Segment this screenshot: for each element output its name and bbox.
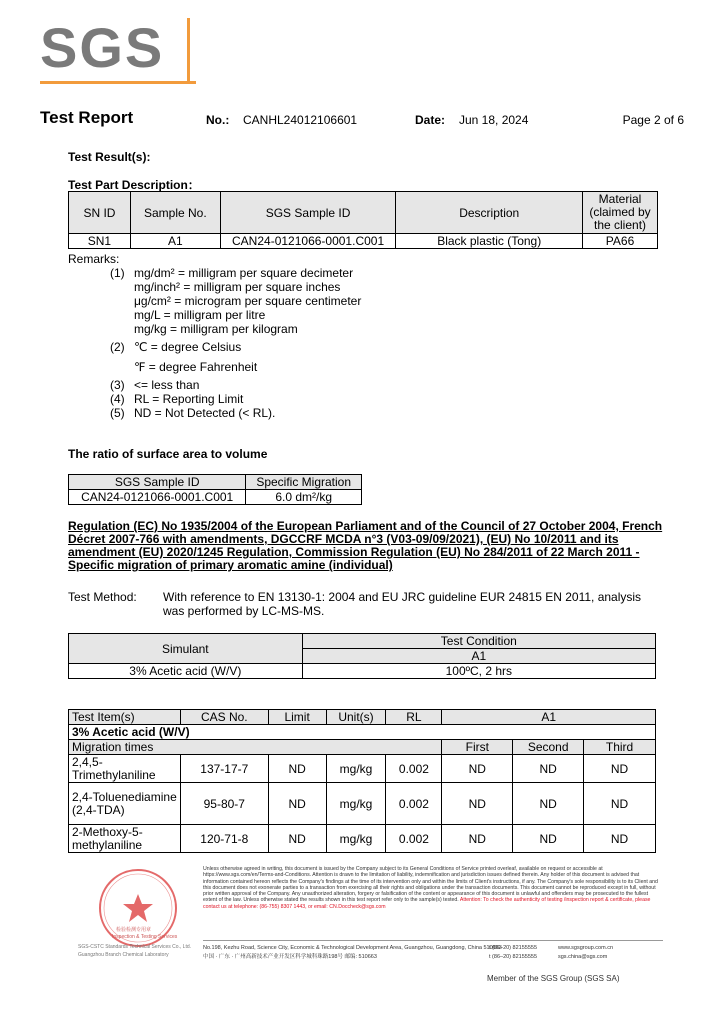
- remark-number: (4): [110, 392, 125, 406]
- cell-second: ND: [513, 825, 584, 853]
- cell-limit: ND: [268, 755, 326, 783]
- table-header-row: [69, 192, 658, 234]
- official-stamp: [78, 864, 202, 964]
- report-header: [40, 108, 684, 130]
- migration-times-label: Migration times: [69, 740, 442, 755]
- col-specific-migration: Specific Migration: [246, 475, 362, 490]
- footer-phone: [489, 944, 537, 962]
- remark-text: mg/dm² = milligram per square decimeter: [134, 266, 354, 280]
- remark-1: [68, 266, 354, 280]
- stamp-company: SGS-CSTC Standards Technical Services Co., Ltd.: [78, 944, 192, 950]
- stamp-cn: 检验检测专用章: [116, 927, 152, 933]
- test-method-text: With reference to EN 13130-1: 2004 and EU JRC guideline EUR 24815 EN 2011, analysis was performed by LC-MS-MS.: [163, 590, 642, 618]
- footer-divider: [203, 940, 663, 941]
- remark-2: [68, 340, 242, 354]
- cell-rl: 0.002: [386, 783, 442, 825]
- col-test-condition: Test Condition: [302, 634, 655, 649]
- remark-number: (5): [110, 406, 125, 420]
- report-title: Test Report: [40, 108, 134, 127]
- table-row: [69, 783, 656, 825]
- cell-cas-no: 120-71-8: [180, 825, 268, 853]
- report-date-value: Jun 18, 2024: [459, 113, 529, 127]
- ratio-heading: The ratio of surface area to volume: [68, 447, 268, 461]
- remark-1-line: [68, 322, 298, 336]
- col-material: Material (claimed by the client): [583, 192, 658, 234]
- page-number: Page 2 of 6: [622, 113, 684, 127]
- table-row: [69, 490, 362, 505]
- simulant-group: 3% Acetic acid (W/V): [69, 725, 656, 740]
- col-description: Description: [396, 192, 583, 234]
- part-description-table: [68, 191, 658, 249]
- website: www.sgsgroup.com.cn: [558, 945, 614, 951]
- col-sgs-sample-id: SGS Sample ID: [69, 475, 246, 490]
- cell-material: PA66: [583, 234, 658, 249]
- col-sample: A1: [442, 710, 656, 725]
- address-en: No.198, Kezhu Road, Science City, Economic & Technological Development Area, Guangzhou, Guangdong, China 510663: [203, 945, 502, 951]
- table-header-row: [69, 475, 362, 490]
- report-no-value: CANHL24012106601: [243, 113, 358, 127]
- col-rl: RL: [386, 710, 442, 725]
- phone-2: t (86–20) 82155555: [489, 954, 538, 960]
- col-second: Second: [513, 740, 584, 755]
- cell-sample-no: A1: [130, 234, 220, 249]
- remark-1-line: [68, 294, 362, 308]
- cell-first: ND: [442, 755, 513, 783]
- remark-number: (2): [110, 340, 125, 354]
- cell-first: ND: [442, 783, 513, 825]
- cell-limit: ND: [268, 783, 326, 825]
- table-row: [69, 664, 656, 679]
- remark-5: [68, 406, 276, 420]
- part-description-heading: Test Part Description：: [68, 178, 200, 192]
- ratio-table: [68, 474, 362, 505]
- cell-specific-migration: 6.0 dm²/kg: [246, 490, 362, 505]
- cell-cas-no: 95-80-7: [180, 783, 268, 825]
- table-header-row: [69, 710, 656, 725]
- cell-unit: mg/kg: [326, 825, 386, 853]
- remark-number: (3): [110, 378, 125, 392]
- email: sgs.china@sgs.com: [558, 954, 608, 960]
- remark-text: ND = Not Detected (< RL).: [134, 406, 276, 420]
- table-row: [69, 755, 656, 783]
- cell-limit: ND: [268, 825, 326, 853]
- col-simulant: Simulant: [69, 634, 303, 664]
- remark-2-line: [68, 360, 258, 374]
- col-limit: Limit: [268, 710, 326, 725]
- address-cn: 中国 · 广东 · 广州高新技术产业开发区科学城科珠路198号 邮编: 510663: [203, 954, 377, 960]
- cell-sn-id: SN1: [69, 234, 131, 249]
- col-sample-no: Sample No.: [130, 192, 220, 234]
- results-table: [68, 709, 656, 853]
- cell-sgs-sample-id: CAN24-0121066-0001.C001: [220, 234, 396, 249]
- footer-address: [203, 944, 502, 962]
- cell-description: Black plastic (Tong): [396, 234, 583, 249]
- cell-sgs-sample-id: CAN24-0121066-0001.C001: [69, 490, 246, 505]
- cell-test-item: 2,4,5-Trimethylaniline: [69, 755, 181, 783]
- col-sn-id: SN ID: [69, 192, 131, 234]
- stamp-en: Inspection & Testing Services: [112, 934, 178, 940]
- remark-3: [68, 378, 200, 392]
- table-header-row: [69, 634, 656, 649]
- footer-disclaimer: [203, 866, 663, 910]
- test-method-label: Test Method:: [68, 590, 137, 604]
- col-test-item: Test Item(s): [69, 710, 181, 725]
- remarks: [68, 252, 362, 420]
- table-row: [69, 234, 658, 249]
- footer-web: [558, 944, 613, 962]
- cell-rl: 0.002: [386, 825, 442, 853]
- col-sgs-sample-id: SGS Sample ID: [220, 192, 396, 234]
- col-sample: A1: [302, 649, 655, 664]
- col-third: Third: [584, 740, 656, 755]
- group-row: [69, 725, 656, 740]
- remark-text: mg/L = milligram per litre: [134, 308, 266, 322]
- report-date-label: Date:: [415, 113, 446, 127]
- cell-second: ND: [513, 783, 584, 825]
- test-results-heading: Test Result(s):: [68, 150, 151, 164]
- cell-third: ND: [584, 783, 656, 825]
- report-no-label: No.:: [206, 113, 230, 127]
- phone-1: t (86–20) 82155555: [489, 945, 538, 951]
- cell-first: ND: [442, 825, 513, 853]
- cell-condition: 100ºC, 2 hrs: [302, 664, 655, 679]
- remark-text: mg/inch² = milligram per square inches: [134, 280, 341, 294]
- cell-test-item: 2,4-Toluenediamine(2,4-TDA): [69, 783, 181, 825]
- remark-1-line: [68, 308, 266, 322]
- remark-text: RL = Reporting Limit: [134, 392, 244, 406]
- cell-rl: 0.002: [386, 755, 442, 783]
- cell-third: ND: [584, 825, 656, 853]
- remark-text: ℃ = degree Celsius: [134, 340, 242, 354]
- logo-rule-horizontal: [40, 81, 196, 84]
- cell-test-item: 2-Methoxy-5-methylaniline: [69, 825, 181, 853]
- cell-simulant: 3% Acetic acid (W/V): [69, 664, 303, 679]
- disclaimer-text: Unless otherwise agreed in writing, this document is issued by the Company subject to its General Conditions of Service printed overleaf, available on request or accessible at https://www.sgs.com/en/Terms-and-Conditions. Attention is drawn to the limitation of liability, indemnification and jurisdiction issues defined therein. Any holder of this document is advised that information contained hereon reflects the Company's findings at the time of its intervention only and within the limits of Client's instructions, if any. The Company's sole responsibility is to its Client and this document does not exonerate parties to a transaction from exercising all their rights and obligations under the transaction documents. This document cannot be reproduced except in full, without prior written approval of the Company. Any unauthorized alteration, forgery or falsification of the content or appearance of this document is unlawful and offenders may be prosecuted to the fullest extent of the law. Unless otherwise stated the results shown in this test report refer only to the sample(s) tested.: [203, 866, 658, 904]
- logo-text: SGS: [40, 16, 165, 79]
- sgs-logo: [40, 18, 196, 88]
- cell-third: ND: [584, 755, 656, 783]
- cell-unit: mg/kg: [326, 783, 386, 825]
- remark-text: ℉ = degree Fahrenheit: [134, 360, 258, 374]
- cell-unit: mg/kg: [326, 755, 386, 783]
- remark-text: mg/kg = milligram per kilogram: [134, 322, 298, 336]
- logo-rule-vertical: [187, 18, 190, 84]
- col-cas-no: CAS No.: [180, 710, 268, 725]
- cell-second: ND: [513, 755, 584, 783]
- remarks-heading: Remarks:: [68, 252, 120, 266]
- cell-cas-no: 137-17-7: [180, 755, 268, 783]
- col-unit: Unit(s): [326, 710, 386, 725]
- remark-number: (1): [110, 266, 125, 280]
- test-condition-table: [68, 633, 656, 679]
- member-line: Member of the SGS Group (SGS SA): [487, 974, 620, 983]
- attention-text: Attention: To check the authenticity of testing /inspection report & certificate, please contact us at telephone: (86-755) 8307 1443, or email: CN.Doccheck@sgs.com: [203, 897, 651, 910]
- remark-text: μg/cm² = microgram per square centimeter: [134, 294, 362, 308]
- remark-text: <= less than: [134, 378, 200, 392]
- remark-1-line: [68, 280, 341, 294]
- table-row: [69, 825, 656, 853]
- migration-times-row: [69, 740, 656, 755]
- stamp-branch: Guangzhou Branch Chemical Laboratory: [78, 952, 169, 958]
- remark-4: [68, 392, 244, 406]
- regulation-heading: Regulation (EC) No 1935/2004 of the European Parliament and of the Council of 27 October 2004, French Décret 2007-766 with amendments, DGCCRF MCDA n°3 (V03-09/09/2021), (EU) No 10/2011 and its amendment (EU) 2020/1245 Regulation, Commission Regulation (EU) No 284/2011 of 22 March 2011 - Specific migration of primary aromatic amine (individual): [68, 519, 663, 572]
- col-first: First: [442, 740, 513, 755]
